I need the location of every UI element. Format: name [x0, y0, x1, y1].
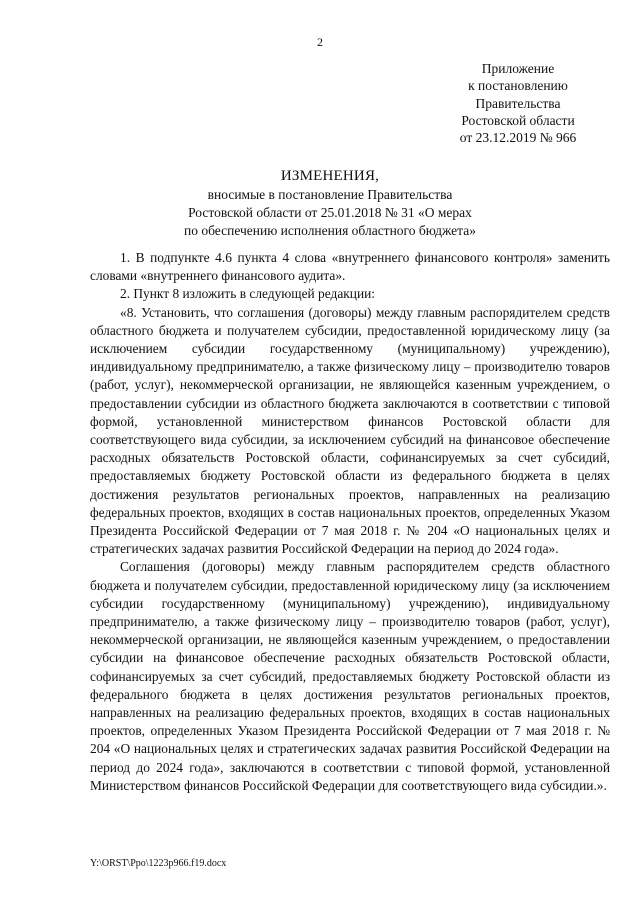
appendix-line: Ростовской области	[461, 112, 575, 128]
paragraph: 1. В подпункте 4.6 пункта 4 слова «внутреннего финансового контроля» заменить словами «внутреннего финансового аудита».	[90, 250, 610, 284]
title-subline: по обеспечению исполнения областного бюджета»	[184, 223, 476, 238]
appendix-line: Правительства	[475, 95, 561, 111]
appendix-block	[428, 60, 608, 146]
title-heading: ИЗМЕНЕНИЯ,	[280, 168, 380, 184]
appendix-line: от 23.12.2019 № 966	[459, 130, 577, 146]
document-body	[90, 249, 610, 795]
title-subline: вносимые в постановление Правительства	[207, 187, 453, 202]
title-subline: Ростовской области от 25.01.2018 № 31 «О мерах	[188, 205, 472, 220]
paragraph: 2. Пункт 8 изложить в следующей редакции:	[120, 286, 376, 302]
page-number: 2	[317, 35, 323, 49]
appendix-line: Приложение	[481, 61, 555, 76]
paragraph: Соглашения (договоры) между главным распорядителем средств областного бюджета и получателем субсидии, предоставленной юридическому лицу (за исключением субсидии государственному (муниципальному) учреждению), индивидуальному предпринимателю, а также физическому лицу – производителю товаров (работ, услуг), некоммерческой организации, не являющейся казенным учреждением, о предоставлении субсидии на финансовое обеспечение расходных обязательств Ростовской области, софинансируемых за счет субсидий, предоставляемых бюджету Ростовской области из федерального бюджета в целях достижения результатов региональных проектов, направленных на реализацию федеральных проектов, входящих в состав национальных проектов, определенных Указом Президента Российской Федерации от 7 мая 2018 г. № 204 «О национальных целях и стратегических задачах развития Российской Федерации на период до 2024 года», заключаются в соответствии с типовой формой, установленной Министерством финансов Российской Федерации для соответствующего вида субсидии.».	[90, 559, 610, 793]
paragraph: «8. Установить, что соглашения (договоры) между главным распорядителем средств областного бюджета и получателем субсидии, предоставленной юридическому лицу (за исключением субсидии государственному (муниципальному) учреждению), индивидуальному предпринимателю, а также физическому лицу – производителю товаров (работ, услуг), некоммерческой организации, не являющейся казенным учреждением, о предоставлении субсидии из областного бюджета заключаются в соответствии с типовой формой, установленной министерством финансов Ростовской области для соответствующего вида субсидии, за исключением субсидий на финансовое обеспечение расходных обязательств Ростовской области, софинансируемых за счет субсидий, предоставляемых бюджету Ростовской области из федерального бюджета в целях достижения результатов региональных проектов, направленных на реализацию федеральных проектов, входящих в состав национальных проектов, определенных Указом Президента Российской Федерации от 7 мая 2018 г. № 204 «О национальных целях и стратегических задачах развития Российской Федерации на период до 2024 года».	[90, 304, 610, 557]
document-title	[80, 166, 580, 240]
appendix-line: к постановлению	[468, 78, 568, 94]
file-path-footer: Y:\ORST\Ppo\1223p966.f19.docx	[90, 858, 227, 869]
